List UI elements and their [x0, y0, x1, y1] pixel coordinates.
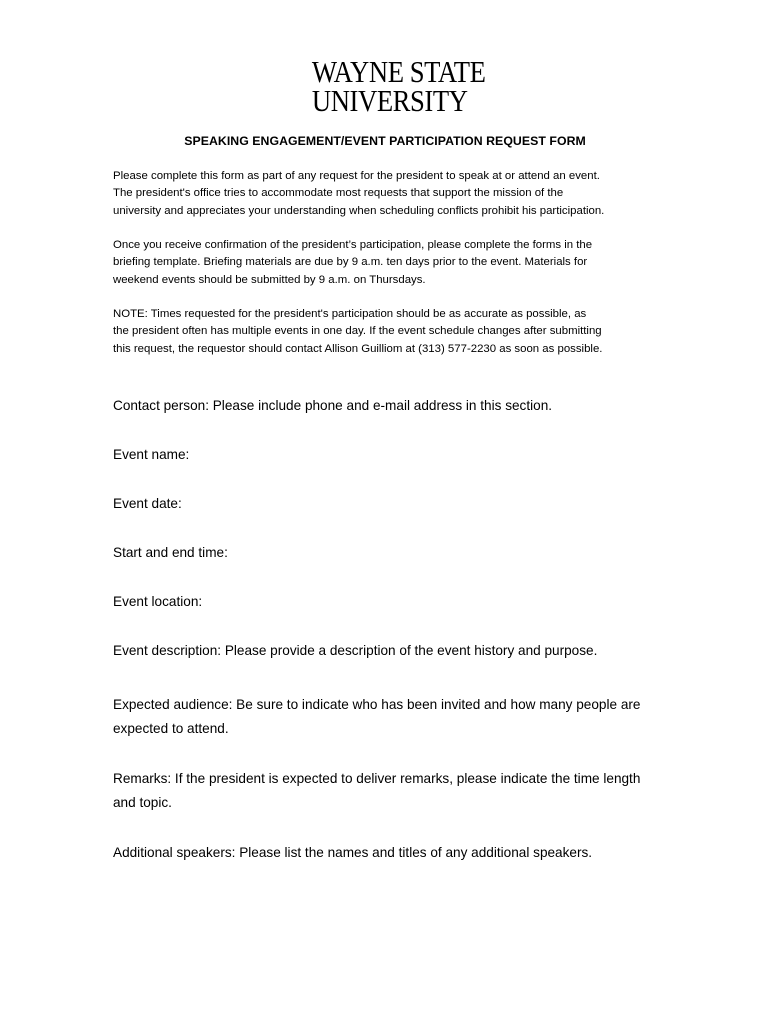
university-logo: [300, 54, 486, 118]
logo-line-2: UNIVERSITY: [311, 83, 468, 118]
field-contact-person: [113, 394, 673, 418]
paragraph-line: Once you receive confirmation of the president’s participation, please complete the forms in the: [113, 239, 593, 251]
paragraph-line: the president often has multiple events in one day. If the event schedule changes after submitting: [113, 325, 602, 338]
field-label: Expected audience: Be sure to indicate who has been invited and how many people are: [113, 697, 641, 712]
paragraph-line: weekend events should be submitted by 9 a.m. on Thursdays.: [113, 273, 426, 286]
field-event-date: [113, 492, 673, 516]
field-label: Remarks: If the president is expected to deliver remarks, please indicate the time length: [113, 771, 641, 786]
field-label: Event description: Please provide a description of the event history and purpose.: [113, 643, 598, 658]
field-start-end-time: [113, 541, 673, 565]
field-expected-audience: [113, 693, 673, 741]
field-event-location: [113, 590, 673, 614]
field-label-continued: and topic.: [113, 795, 172, 810]
field-label: Event location:: [113, 594, 203, 609]
form-title: SPEAKING ENGAGEMENT/EVENT PARTICIPATION REQUEST FORM: [184, 134, 586, 148]
field-label: Additional speakers: Please list the names and titles of any additional speakers.: [113, 845, 593, 860]
field-additional-speakers: [113, 841, 673, 865]
paragraph-line: university and appreciates your understanding when scheduling conflicts prohibit his participation.: [113, 204, 605, 217]
paragraph-line: Please complete this form as part of any request for the president to speak at or attend an event.: [113, 170, 600, 182]
field-label: Event name:: [113, 447, 190, 462]
field-label-continued: expected to attend.: [113, 721, 229, 736]
paragraph-line: The president's office tries to accommodate most requests that support the mission of the: [113, 187, 564, 200]
field-label: Start and end time:: [113, 545, 228, 560]
field-label: Event date:: [113, 496, 182, 511]
paragraph-line: briefing template. Briefing materials are due by 9 a.m. ten days prior to the event. Materials for: [113, 256, 588, 269]
paragraph-line: this request, the requestor should contact Allison Guilliom at (313) 577-2230 as soon as possible.: [113, 342, 603, 355]
paragraph-line: NOTE: Times requested for the president's participation should be as accurate as possible, as: [113, 308, 587, 320]
field-event-name: [113, 443, 673, 467]
intro-paragraph-2: [113, 237, 673, 289]
logo-line-1: WAYNE STATE: [311, 54, 486, 89]
field-label: Contact person: Please include phone and e-mail address in this section.: [113, 398, 553, 413]
note-paragraph: [113, 306, 673, 358]
field-event-description: [113, 639, 673, 663]
intro-paragraph-1: [113, 168, 673, 220]
field-remarks: [113, 767, 673, 815]
